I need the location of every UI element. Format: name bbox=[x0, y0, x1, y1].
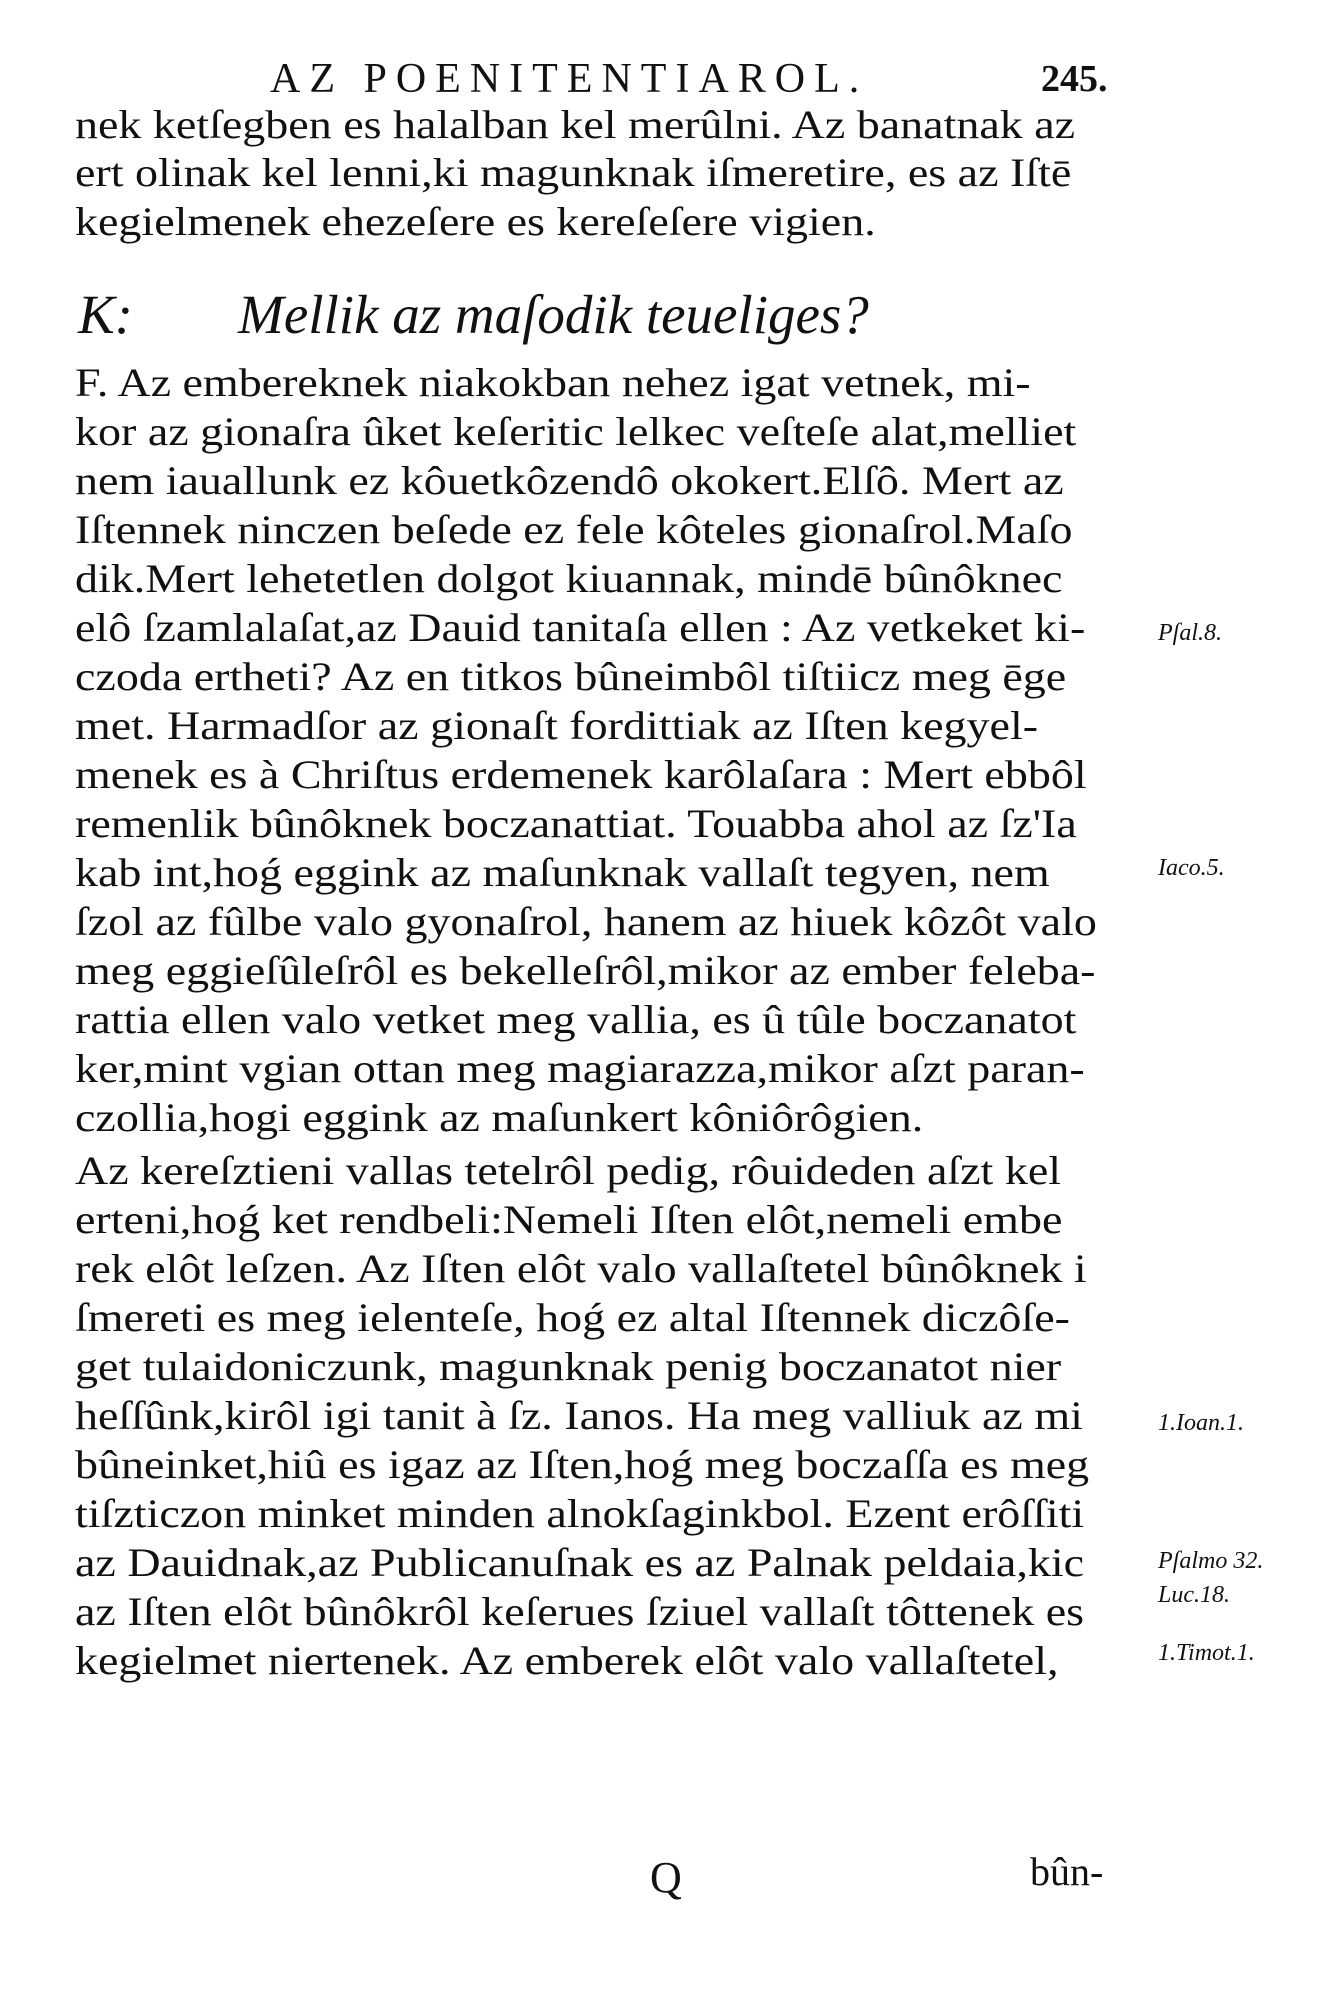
text-line: nem iauallunk ez kôuetkôzendô okokert.Elſô. Mert az bbox=[75, 458, 1064, 503]
signature-mark: Q bbox=[650, 1853, 682, 1902]
text-line: kegielmenek ehezeſere es kereſeſere vigien. bbox=[75, 199, 876, 244]
text-line: get tulaidoniczunk, magunknak penig boczanatot nier bbox=[75, 1344, 1062, 1389]
text-line: czoda ertheti? Az en titkos bûneimbôl tiſtiicz meg ēge bbox=[75, 654, 1067, 699]
text-line: az Iſten elôt bûnôkrôl keſerues ſziuel vallaſt tôttenek es bbox=[75, 1589, 1085, 1634]
text-line: tiſzticzon minket minden alnokſaginkbol. Ezent erôſſiti bbox=[75, 1491, 1085, 1536]
text-line: ker,mint vgian ottan meg magiarazza,mikor aſzt paran- bbox=[75, 1046, 1085, 1091]
question-label: K: bbox=[78, 284, 133, 345]
catchword: bûn- bbox=[1030, 1849, 1104, 1894]
text-line: erteni,hoǵ ket rendbeli:Nemeli Iſten elôt,nemeli embe bbox=[75, 1197, 1063, 1242]
margin-note: 1.Timot.1. bbox=[1158, 1640, 1255, 1666]
text-line: dik.Mert lehetetlen dolgot kiuannak, mindē bûnôknec bbox=[75, 556, 1063, 601]
text-line: ert olinak kel lenni,ki magunknak iſmeretire, es az Iſtē bbox=[75, 150, 1072, 195]
text-line: heſſûnk,kirôl igi tanit à ſz. Ianos. Ha meg valliuk az mi bbox=[75, 1393, 1083, 1438]
text-line: ſzol az fûlbe valo gyonaſrol, hanem az hiuek kôzôt valo bbox=[75, 899, 1097, 944]
text-line: elô ſzamlalaſat,az Dauid tanitaſa ellen : Az vetkeket ki- bbox=[75, 605, 1086, 650]
text-line: rattia ellen valo vetket meg vallia, es û tûle boczanatot bbox=[75, 997, 1077, 1042]
text-line: Az kereſztieni vallas tetelrôl pedig, rôuideden aſzt kel bbox=[75, 1148, 1062, 1193]
text-line: kab int,hoǵ eggink az maſunknak vallaſt tegyen, nem bbox=[75, 850, 1050, 895]
text-line: met. Harmadſor az gionaſt fordittiak az Iſten kegyel- bbox=[75, 703, 1039, 748]
text-line: nek ketſegben es halalban kel merûlni. Az banatnak az bbox=[75, 102, 1076, 147]
text-line: czollia,hogi eggink az maſunkert kôniôrôgien. bbox=[75, 1095, 924, 1140]
text-line: kor az gionaſra ûket keſeritic lelkec veſteſe alat,melliet bbox=[75, 409, 1077, 454]
text-line: menek es à Chriſtus erdemenek karôlaſara : Mert ebbôl bbox=[75, 752, 1087, 797]
text-line: rek elôt leſzen. Az Iſten elôt valo vallaſtetel bûnôknek i bbox=[75, 1246, 1087, 1291]
text-line: F. Az embereknek niakokban nehez igat vetnek, mi- bbox=[75, 360, 1031, 405]
text-line: bûneinket,hiû es igaz az Iſten,hoǵ meg boczaſſa es meg bbox=[75, 1442, 1090, 1487]
text-line: Iſtennek ninczen beſede ez fele kôteles gionaſrol.Maſo bbox=[75, 507, 1073, 552]
question-heading bbox=[78, 283, 869, 349]
text-line: meg eggieſûleſrôl es bekelleſrôl,mikor az ember feleba- bbox=[75, 948, 1096, 993]
text-line: remenlik bûnôknek boczanattiat. Touabba ahol az ſz'Ia bbox=[75, 801, 1077, 846]
running-title: AZ POENITENTIAROL. bbox=[270, 56, 869, 102]
text-line: az Dauidnak,az Publicanuſnak es az Palnak peldaia,kic bbox=[75, 1540, 1085, 1585]
question-text: Mellik az maſodik teueliges? bbox=[238, 284, 869, 345]
margin-note: Pſal.8. bbox=[1158, 620, 1222, 646]
margin-note: 1.Ioan.1. bbox=[1158, 1410, 1244, 1436]
text-line: kegielmet niertenek. Az emberek elôt valo vallaſtetel, bbox=[75, 1638, 1059, 1683]
margin-note: Iaco.5. bbox=[1158, 855, 1225, 881]
page-number: 245. bbox=[1041, 58, 1108, 100]
margin-note: Luc.18. bbox=[1158, 1582, 1230, 1608]
margin-note: Pſalmo 32. bbox=[1158, 1548, 1264, 1574]
text-line: ſmereti es meg ielenteſe, hoǵ ez altal Iſtennek diczôſe- bbox=[75, 1295, 1070, 1340]
